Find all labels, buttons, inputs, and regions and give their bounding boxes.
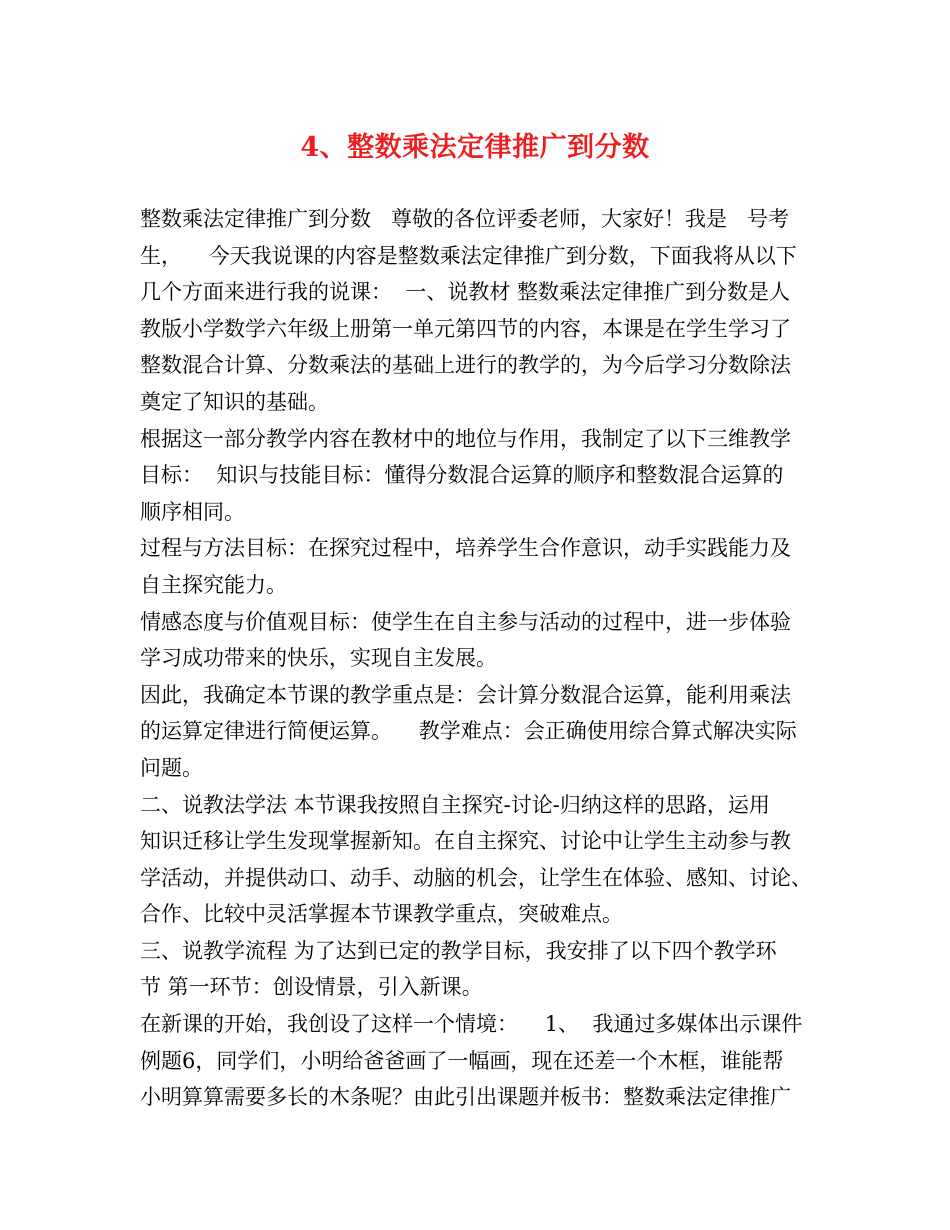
text-line: 情感态度与价值观目标：使学生在自主参与活动的过程中，进一步体验 [140, 609, 791, 634]
text-line: 三、说教学流程 为了达到已定的教学目标，我安排了以下四个教学环 [140, 938, 777, 963]
text-line: 教版小学数学六年级上册第一单元第四节的内容，本课是在学生学习了 [140, 316, 791, 341]
text-line: 小明算算需要多长的木条呢？由此引出课题并板书：整数乘法定律推广 [140, 1085, 791, 1110]
text-line: 合作、比较中灵活掌握本节课教学重点，突破难点。 [140, 902, 623, 927]
text-line: 问题。 [140, 755, 203, 780]
text-line: 目标： 知识与技能目标：懂得分数混合运算的顺序和整数混合运算的 [140, 463, 784, 488]
text-line: 知识迁移让学生发现掌握新知。在自主探究、讨论中让学生主动参与教 [140, 829, 791, 854]
text-line: 学习成功带来的快乐，实现自主发展。 [140, 646, 497, 671]
text-line: 过程与方法目标：在探究过程中，培养学生合作意识，动手实践能力及 [140, 536, 791, 561]
document-body [140, 201, 830, 1116]
text-line: 整数混合计算、分数乘法的基础上进行的教学的，为今后学习分数除法 [140, 353, 791, 378]
text-line: 二、说教法学法 本节课我按照自主探究-讨论-归纳这样的思路，运用 [140, 792, 770, 817]
text-line: 几个方面来进行我的说课： 一、说教材 整数乘法定律推广到分数是人 [140, 280, 791, 305]
text-line: 节 第一环节：创设情景，引入新课。 [140, 975, 483, 1000]
text-line: 生， 今天我说课的内容是整数乘法定律推广到分数，下面我将从以下 [140, 243, 797, 268]
text-line: 顺序相同。 [140, 499, 245, 524]
text-line: 奠定了知识的基础。 [140, 389, 329, 414]
document-title: 4、整数乘法定律推广到分数 [300, 132, 650, 163]
text-line: 根据这一部分教学内容在教材中的地位与作用，我制定了以下三维教学 [140, 426, 791, 451]
text-line: 因此，我确定本节课的教学重点是：会计算分数混合运算，能利用乘法 [140, 682, 791, 707]
text-line: 的运算定律进行简便运算。 教学难点：会正确使用综合算式解决实际 [140, 719, 797, 744]
text-line: 在新课的开始，我创设了这样一个情境： 1、 我通过多媒体出示课件 [140, 1012, 803, 1037]
text-line: 学活动，并提供动口、动手、动脑的机会，让学生在体验、感知、讨论、 [140, 865, 812, 890]
text-line: 整数乘法定律推广到分数 尊敬的各位评委老师，大家好！我是 号考 [140, 207, 790, 231]
text-line: 例题6，同学们，小明给爸爸画了一幅画，现在还差一个木框，谁能帮 [140, 1048, 784, 1073]
text-line: 自主探究能力。 [140, 572, 287, 597]
